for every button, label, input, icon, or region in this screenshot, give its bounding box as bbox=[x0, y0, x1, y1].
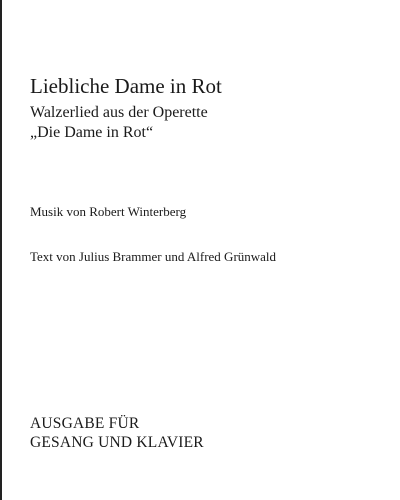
left-border-rule bbox=[0, 0, 2, 500]
song-subtitle bbox=[30, 103, 208, 143]
composer-credit: Musik von Robert Winterberg bbox=[30, 204, 187, 219]
edition-line-2: GESANG UND KLAVIER bbox=[30, 434, 204, 451]
lyricist-credit: Text von Julius Brammer und Alfred Grünwald bbox=[30, 249, 277, 264]
subtitle-line-2: „Die Dame in Rot“ bbox=[30, 124, 154, 141]
edition-label bbox=[30, 414, 204, 452]
song-title: Liebliche Dame in Rot bbox=[30, 74, 222, 98]
subtitle-line-1: Walzerlied aus der Operette bbox=[30, 104, 208, 121]
edition-line-1: AUSGABE FÜR bbox=[30, 415, 140, 432]
